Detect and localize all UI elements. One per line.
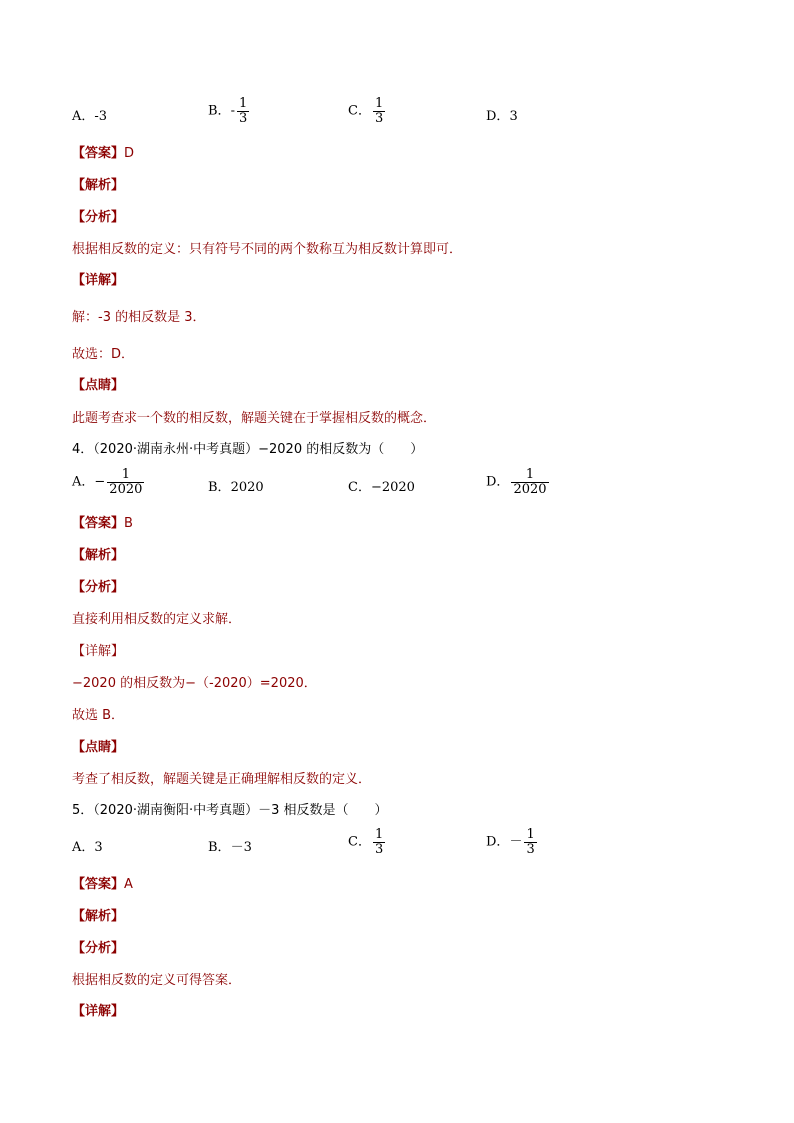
fraction bbox=[373, 828, 385, 857]
fraction-numerator: 1 bbox=[374, 827, 384, 842]
xiangjie-conclusion: 故选 B． bbox=[72, 708, 125, 723]
answer-line bbox=[72, 516, 133, 532]
answer-label: 【答案】 bbox=[72, 516, 125, 531]
fraction bbox=[524, 828, 536, 857]
option-value: 3 bbox=[509, 109, 518, 124]
fraction-numerator: 1 bbox=[121, 467, 130, 482]
option-letter: B． bbox=[208, 103, 231, 119]
answer-value: A bbox=[124, 877, 133, 892]
option-letter: D． bbox=[486, 474, 510, 490]
question-4-stem: 4．（2020·湖南永州·中考真题）−2020 的相反数为（ ） bbox=[72, 442, 424, 457]
fenxi-text: 直接利用相反数的定义求解． bbox=[72, 612, 242, 627]
fraction-numerator: 1 bbox=[374, 96, 384, 111]
fraction-denominator: 3 bbox=[526, 842, 535, 857]
xiangjie-label: 【详解】 bbox=[72, 273, 125, 288]
fenxi-text: 根据相反数的定义可得答案． bbox=[72, 973, 242, 988]
option-c bbox=[348, 828, 385, 857]
option-value: 3 bbox=[94, 840, 103, 855]
option-letter: B． bbox=[208, 480, 231, 495]
dianjing-text: 考查了相反数，解题关键是正确理解相反数的定义． bbox=[72, 772, 372, 787]
analysis-label: 【解析】 bbox=[72, 178, 125, 193]
option-letter: D． bbox=[486, 834, 510, 850]
fenxi-text: 根据相反数的定义：只有符号不同的两个数称互为相反数计算即可． bbox=[72, 242, 463, 257]
option-letter: C． bbox=[348, 103, 371, 119]
fraction bbox=[511, 468, 548, 497]
answer-line bbox=[72, 877, 133, 893]
fraction-numerator: 1 bbox=[238, 96, 248, 111]
option-a bbox=[72, 109, 107, 125]
option-letter: A． bbox=[72, 840, 95, 855]
option-c bbox=[348, 480, 415, 496]
analysis-label: 【解析】 bbox=[72, 909, 125, 924]
analysis-label: 【解析】 bbox=[72, 548, 125, 563]
fraction-denominator: 3 bbox=[374, 842, 384, 857]
fraction-denominator: 2020 bbox=[109, 482, 143, 497]
option-sign: - bbox=[230, 103, 235, 119]
option-a bbox=[72, 840, 103, 856]
dianjing-label: 【点睛】 bbox=[72, 378, 125, 393]
option-letter: C． bbox=[348, 834, 371, 850]
option-c bbox=[348, 97, 385, 126]
dianjing-text: 此题考查求一个数的相反数，解题关键在于掌握相反数的概念． bbox=[72, 411, 437, 426]
option-value: −2020 bbox=[370, 480, 415, 495]
xiangjie-text: −2020 的相反数为−（-2020）=2020． bbox=[72, 676, 317, 691]
question-5-stem: 5．（2020·湖南衡阳·中考真题）－3 相反数是（ ） bbox=[72, 803, 388, 818]
answer-label: 【答案】 bbox=[72, 146, 125, 161]
option-sign: − bbox=[94, 474, 106, 490]
fraction-denominator: 3 bbox=[374, 111, 384, 126]
answer-value: B bbox=[124, 516, 133, 531]
option-sign: － bbox=[509, 834, 523, 850]
fraction bbox=[237, 97, 249, 126]
option-b bbox=[208, 97, 249, 126]
fraction-denominator: 3 bbox=[238, 111, 248, 126]
option-value: －3 bbox=[230, 840, 252, 855]
fenxi-label: 【分析】 bbox=[72, 941, 125, 956]
option-value: -3 bbox=[94, 109, 108, 124]
fraction-numerator: 1 bbox=[525, 467, 535, 482]
option-b bbox=[208, 840, 252, 856]
fraction bbox=[373, 97, 385, 126]
option-letter: A． bbox=[72, 109, 95, 124]
answer-line bbox=[72, 146, 134, 162]
xiangjie-text: 解：-3 的相反数是 3． bbox=[72, 310, 206, 325]
option-d bbox=[486, 468, 549, 497]
answer-label: 【答案】 bbox=[72, 877, 125, 892]
answer-value: D bbox=[124, 146, 135, 161]
option-letter: A． bbox=[72, 474, 95, 490]
option-b bbox=[208, 480, 264, 496]
xiangjie-label: 【详解】 bbox=[72, 1004, 125, 1019]
option-a bbox=[72, 468, 144, 497]
xiangjie-label: 【详解】 bbox=[72, 644, 125, 659]
fraction-denominator: 2020 bbox=[513, 482, 547, 497]
fraction-numerator: 1 bbox=[526, 827, 535, 842]
xiangjie-conclusion: 故选：D． bbox=[72, 347, 135, 362]
option-letter: B． bbox=[208, 840, 231, 855]
fenxi-label: 【分析】 bbox=[72, 210, 125, 225]
option-value: 2020 bbox=[230, 480, 264, 495]
option-letter: D． bbox=[486, 109, 510, 124]
option-d bbox=[486, 828, 537, 857]
dianjing-label: 【点睛】 bbox=[72, 740, 125, 755]
fenxi-label: 【分析】 bbox=[72, 580, 125, 595]
option-letter: C． bbox=[348, 480, 371, 495]
fraction bbox=[107, 468, 144, 497]
option-d bbox=[486, 109, 518, 125]
